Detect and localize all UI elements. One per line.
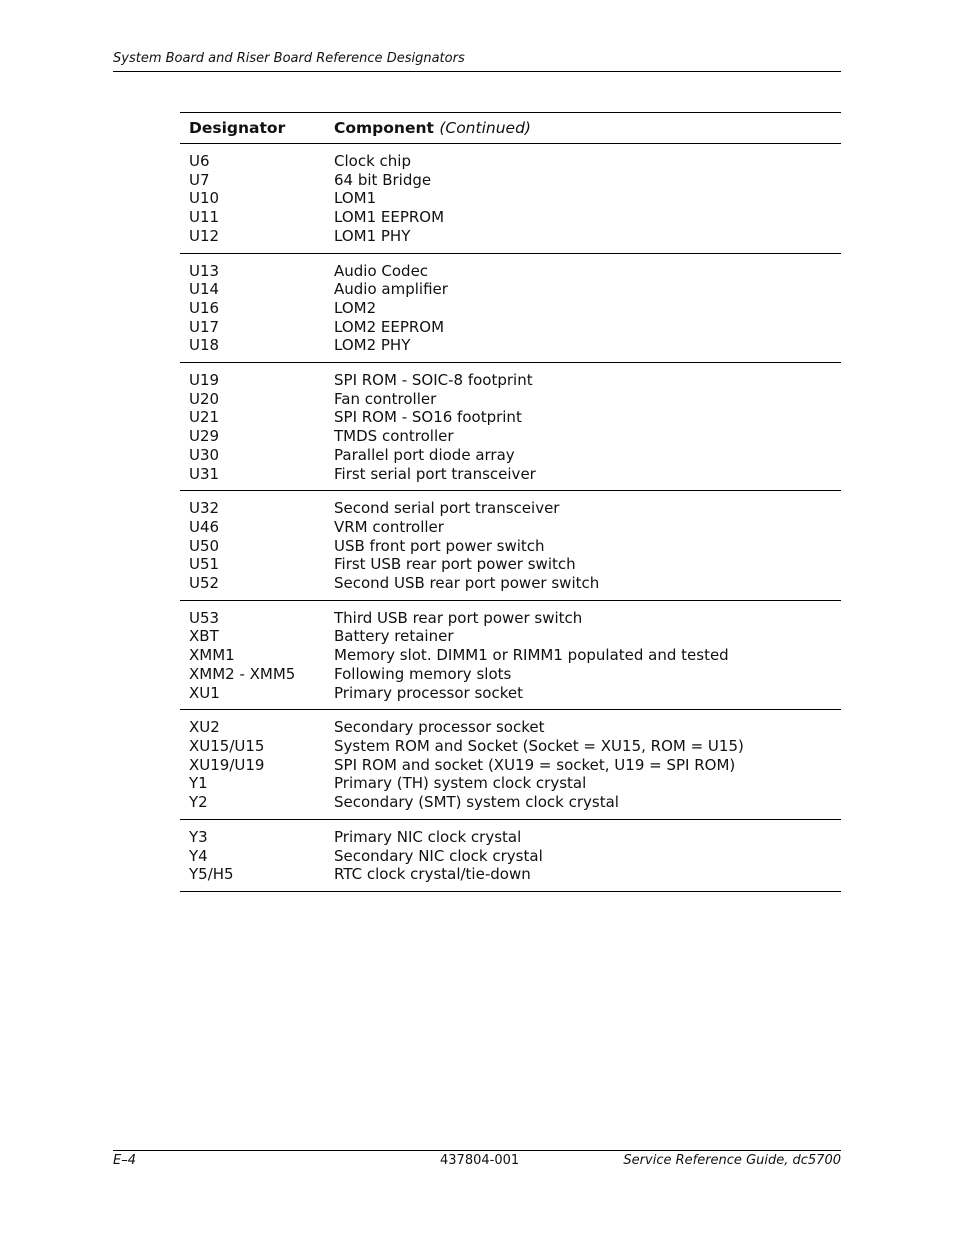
designator-cell: XMM2 - XMM5 [189,664,296,683]
table-row [180,446,841,465]
designator-cell: U16 [189,298,220,317]
designator-cell: Y4 [189,846,208,865]
designator-cell: Y5/H5 [180,865,334,891]
designator-cell: XU2 [189,718,220,737]
table-row [180,537,841,556]
component-cell: LOM1 [334,189,377,208]
table-row [180,208,841,227]
designator-cell: Y3 [189,827,208,846]
table-row [180,819,841,846]
designator-cell: U51 [189,555,220,574]
component-cell: LOM2 EEPROM [334,317,445,336]
component-cell: Secondary NIC clock crystal [334,846,543,865]
table-row [180,627,841,646]
table-row [180,465,841,491]
component-cell: Parallel port diode array [334,445,515,464]
component-cell: SPI ROM and socket (XU19 = socket, U19 = SPI ROM) [334,755,736,774]
table-body [180,144,841,892]
table-row [180,390,841,409]
component-cell: Battery retainer [334,627,454,646]
column-header-designator: Designator [180,113,334,144]
table-row [180,491,841,518]
component-cell: LOM2 [334,298,377,317]
table-row [180,555,841,574]
component-cell: VRM controller [334,517,444,536]
designator-cell: U32 [189,499,220,518]
component-cell: Clock chip [334,152,411,170]
table-row [180,299,841,318]
designator-cell: U53 [189,608,220,627]
component-cell: Secondary (SMT) system clock crystal [334,793,841,819]
component-cell: Fan controller [334,389,437,408]
table-row [180,574,841,600]
designator-cell: U6 [189,152,210,170]
designator-cell: U14 [189,280,220,299]
table-row [180,408,841,427]
component-cell: Primary (TH) system clock crystal [334,774,587,793]
designator-cell: XU1 [180,684,334,710]
designator-cell: U13 [189,261,220,280]
component-cell: 64 bit Bridge [334,170,432,189]
designator-cell: U30 [189,445,220,464]
designator-cell: U50 [189,536,220,555]
designator-cell: U21 [189,408,220,427]
designator-cell: U52 [180,574,334,600]
designator-cell: U19 [189,371,220,390]
designator-cell: Y2 [180,793,334,819]
table-row [180,737,841,756]
running-header: System Board and Riser Board Reference Designators [113,51,465,66]
table-row [180,774,841,793]
component-cell: First USB rear port power switch [334,555,576,574]
table-row [180,793,841,819]
designator-cell: U11 [189,208,220,227]
designator-cell: U29 [189,427,220,446]
component-cell: First serial port transceiver [334,465,841,491]
designator-cell: XU19/U19 [189,755,265,774]
designator-cell: U7 [189,170,210,189]
table-row [180,280,841,299]
designator-cell: U12 [180,227,334,253]
component-cell: USB front port power switch [334,536,545,555]
component-cell: Primary NIC clock crystal [334,827,522,846]
table-row [180,189,841,208]
component-cell: Second USB rear port power switch [334,574,841,600]
table-row [180,427,841,446]
designator-cell: XBT [189,627,219,646]
table-row [180,336,841,362]
designator-cell: U18 [180,336,334,362]
table-row [180,646,841,665]
component-cell: Following memory slots [334,664,512,683]
designator-cell: U31 [180,465,334,491]
footer-rule [113,1150,841,1151]
table-row [180,847,841,866]
component-cell: RTC clock crystal/tie-down [334,865,841,891]
reference-designator-table [180,112,841,892]
component-cell: LOM1 EEPROM [334,208,445,227]
table-row [180,710,841,737]
component-cell: Memory slot. DIMM1 or RIMM1 populated and tested [334,646,729,665]
table-row [180,144,841,171]
page-number: E–4 [113,1153,136,1168]
component-cell: Audio amplifier [334,280,448,299]
header-rule [113,71,841,72]
table-header-row [180,113,841,144]
table-row [180,363,841,390]
part-number: 437804-001 [440,1153,520,1168]
table-row [180,665,841,684]
table-row [180,171,841,190]
designator-cell: U10 [189,189,220,208]
component-cell: Audio Codec [334,261,429,280]
component-cell: Secondary processor socket [334,718,545,737]
component-cell: System ROM and Socket (Socket = XU15, ROM = U15) [334,736,744,755]
table-row [180,600,841,627]
designator-cell: U20 [189,389,220,408]
guide-title: Service Reference Guide, dc5700 [623,1153,841,1168]
component-cell: SPI ROM - SOIC-8 footprint [334,371,533,390]
component-cell: LOM2 PHY [334,336,841,362]
table-row [180,518,841,537]
table-row [180,684,841,710]
component-cell: Primary processor socket [334,684,841,710]
component-cell: SPI ROM - SO16 footprint [334,408,522,427]
column-header-component: Component (Continued) [334,113,841,144]
component-cell: TMDS controller [334,427,454,446]
component-cell: LOM1 PHY [334,227,841,253]
table-row [180,865,841,891]
component-cell: Second serial port transceiver [334,499,560,518]
component-cell: Third USB rear port power switch [334,608,583,627]
table-row [180,253,841,280]
table-row [180,227,841,253]
table-row [180,318,841,337]
designator-cell: Y1 [189,774,208,793]
table-row [180,756,841,775]
continued-note: (Continued) [439,119,531,137]
designator-cell: U17 [189,317,220,336]
designator-cell: U46 [189,517,220,536]
designator-cell: XMM1 [189,646,235,665]
designator-cell: XU15/U15 [189,736,265,755]
